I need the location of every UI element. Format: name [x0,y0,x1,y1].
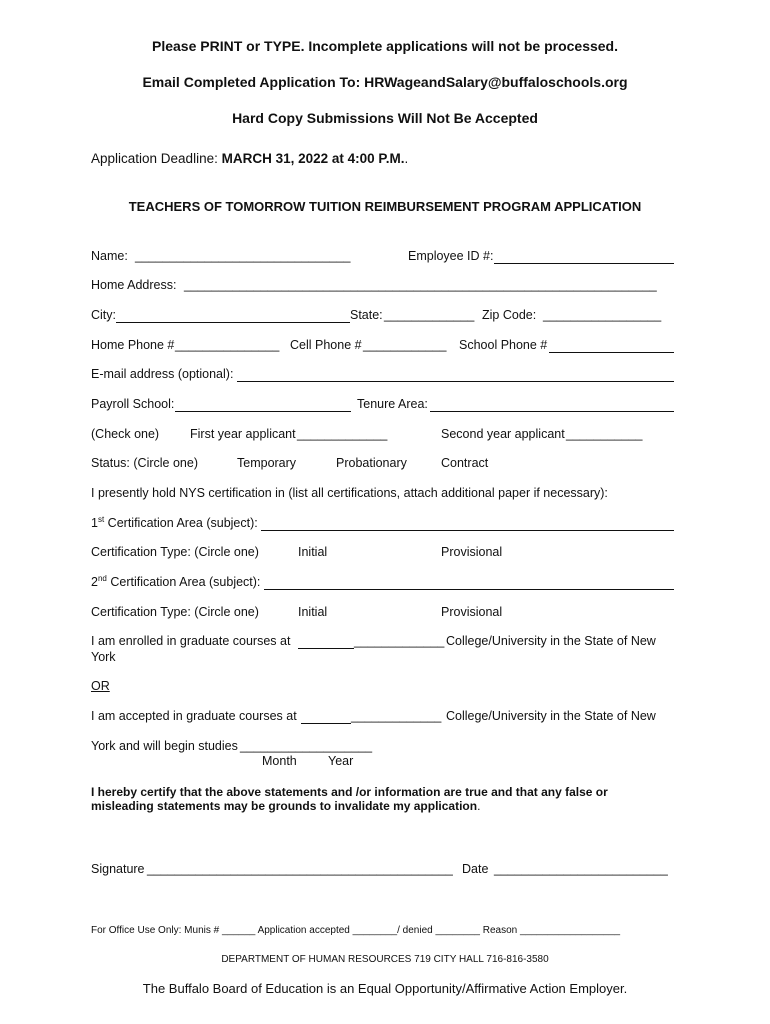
first-year-option[interactable]: First year applicant [190,427,296,441]
begin-studies-label: York and will begin studies [91,739,238,753]
form-title: TEACHERS OF TOMORROW TUITION REIMBURSEMENT PROGRAM APPLICATION [128,199,642,214]
row-enrolled-cont [91,650,674,668]
application-deadline [91,151,408,166]
row-first-certification-type [91,545,674,563]
row-payroll-tenure [91,397,674,415]
home-address-field[interactable]: ____________________________________________________________________ [184,278,657,292]
row-first-certification-area [91,516,674,534]
status-option-probationary[interactable]: Probationary [336,456,407,470]
row-second-certification-type [91,605,674,623]
city-label: City: [91,308,116,322]
home-phone-field[interactable]: _______________ [175,338,280,352]
employee-id-label: Employee ID #: [408,249,494,263]
first-year-field[interactable]: _____________ [297,427,388,441]
certification-intro: I presently hold NYS certification in (list all certifications, attach additional paper if necessary): [91,486,608,500]
enrolled-suffix: College/University in the State of New [446,634,656,648]
tenure-area-field[interactable] [430,397,674,412]
status-option-contract[interactable]: Contract [441,456,489,470]
notice-hard-copy: Hard Copy Submissions Will Not Be Accepted [232,110,538,126]
row-name [91,249,674,267]
row-second-certification-area [91,575,674,593]
check-one-label: (Check one) [91,427,160,441]
department-footer: DEPARTMENT OF HUMAN RESOURCES 719 CITY HALL 716-816-3580 [221,954,549,965]
enrolled-field-b[interactable]: _____________ [354,634,445,648]
certify-line1: I hereby certify that the above statements and /or information are true and that any false or [91,785,608,799]
cell-phone-field[interactable]: ____________ [363,338,447,352]
date-field[interactable]: _________________________ [494,862,668,876]
date-label: Date [462,862,489,876]
row-or [91,679,674,697]
certify-line2-end: . [477,799,481,813]
row-status [91,456,674,474]
second-year-field[interactable]: ___________ [566,427,643,441]
enrolled-field-a[interactable] [298,634,354,649]
second-certification-provisional[interactable]: Provisional [441,605,503,619]
row-signature [91,862,674,880]
certify-line2-text: misleading statements may be grounds to invalidate my application [91,799,478,813]
employee-id-field[interactable] [494,249,674,264]
enrolled-line2: York [91,650,116,664]
first-certification-label: 1st Certification Area (subject): [91,514,258,530]
status-label: Status: (Circle one) [91,456,198,470]
year-caption: Year [328,754,354,768]
equal-opportunity-statement: The Buffalo Board of Education is an Equal Opportunity/Affirmative Action Employer. [142,981,628,996]
accepted-field-b[interactable]: _____________ [351,709,442,723]
payroll-school-field[interactable] [175,397,351,412]
row-city-state-zip [91,308,674,326]
deadline-value: MARCH 31, 2022 at 4:00 P.M. [221,151,405,166]
email-field[interactable] [237,367,674,382]
row-home-address [91,278,674,296]
zip-label: Zip Code: [482,308,537,322]
second-certification-label: 2nd Certification Area (subject): [91,573,261,589]
or-divider: OR [91,679,110,693]
row-month-year [91,754,674,772]
begin-studies-field[interactable]: ___________________ [240,739,373,753]
enrolled-prefix: I am enrolled in graduate courses at [91,634,291,648]
row-accepted [91,709,674,727]
signature-label: Signature [91,862,145,876]
second-year-option[interactable]: Second year applicant [441,427,565,441]
notice-email-address: Email Completed Application To: HRWageandSalary@buffaloschools.org [142,74,628,90]
name-field[interactable]: _______________________________ [135,249,351,263]
state-label: State: [350,308,383,322]
cell-phone-label: Cell Phone # [290,338,362,352]
certify-line2 [91,799,480,813]
signature-field[interactable]: ____________________________________________ [147,862,453,876]
second-certification-area-field[interactable] [264,575,674,590]
month-caption: Month [262,754,297,768]
notice-print-type: Please PRINT or TYPE. Incomplete applications will not be processed. [151,38,618,54]
row-applicant-type [91,427,674,445]
city-field[interactable] [116,308,350,323]
name-label: Name: [91,249,128,263]
state-field[interactable]: _____________ [384,308,475,322]
row-email [91,367,674,385]
email-label: E-mail address (optional): [91,367,234,381]
zip-field[interactable]: _________________ [543,308,662,322]
tenure-area-label: Tenure Area: [357,397,428,411]
first-certification-type-label: Certification Type: (Circle one) [91,545,259,559]
school-phone-label: School Phone # [459,338,548,352]
accepted-suffix: College/University in the State of New [446,709,656,723]
row-certification-intro [91,486,674,504]
accepted-prefix: I am accepted in graduate courses at [91,709,297,723]
first-certification-provisional[interactable]: Provisional [441,545,503,559]
first-certification-area-field[interactable] [261,516,674,531]
second-certification-initial[interactable]: Initial [298,605,328,619]
home-address-label: Home Address: [91,278,177,292]
deadline-suffix: . [404,151,409,166]
accepted-field-a[interactable] [301,709,351,724]
payroll-school-label: Payroll School: [91,397,175,411]
school-phone-field[interactable] [549,338,674,353]
status-option-temporary[interactable]: Temporary [237,456,297,470]
second-certification-type-label: Certification Type: (Circle one) [91,605,259,619]
first-certification-initial[interactable]: Initial [298,545,328,559]
office-use-only: For Office Use Only: Munis # ______ Application accepted ________/ denied ________ Reason __________________ [91,925,621,936]
deadline-label: Application Deadline: [91,151,218,166]
row-phones [91,338,674,356]
home-phone-label: Home Phone # [91,338,175,352]
